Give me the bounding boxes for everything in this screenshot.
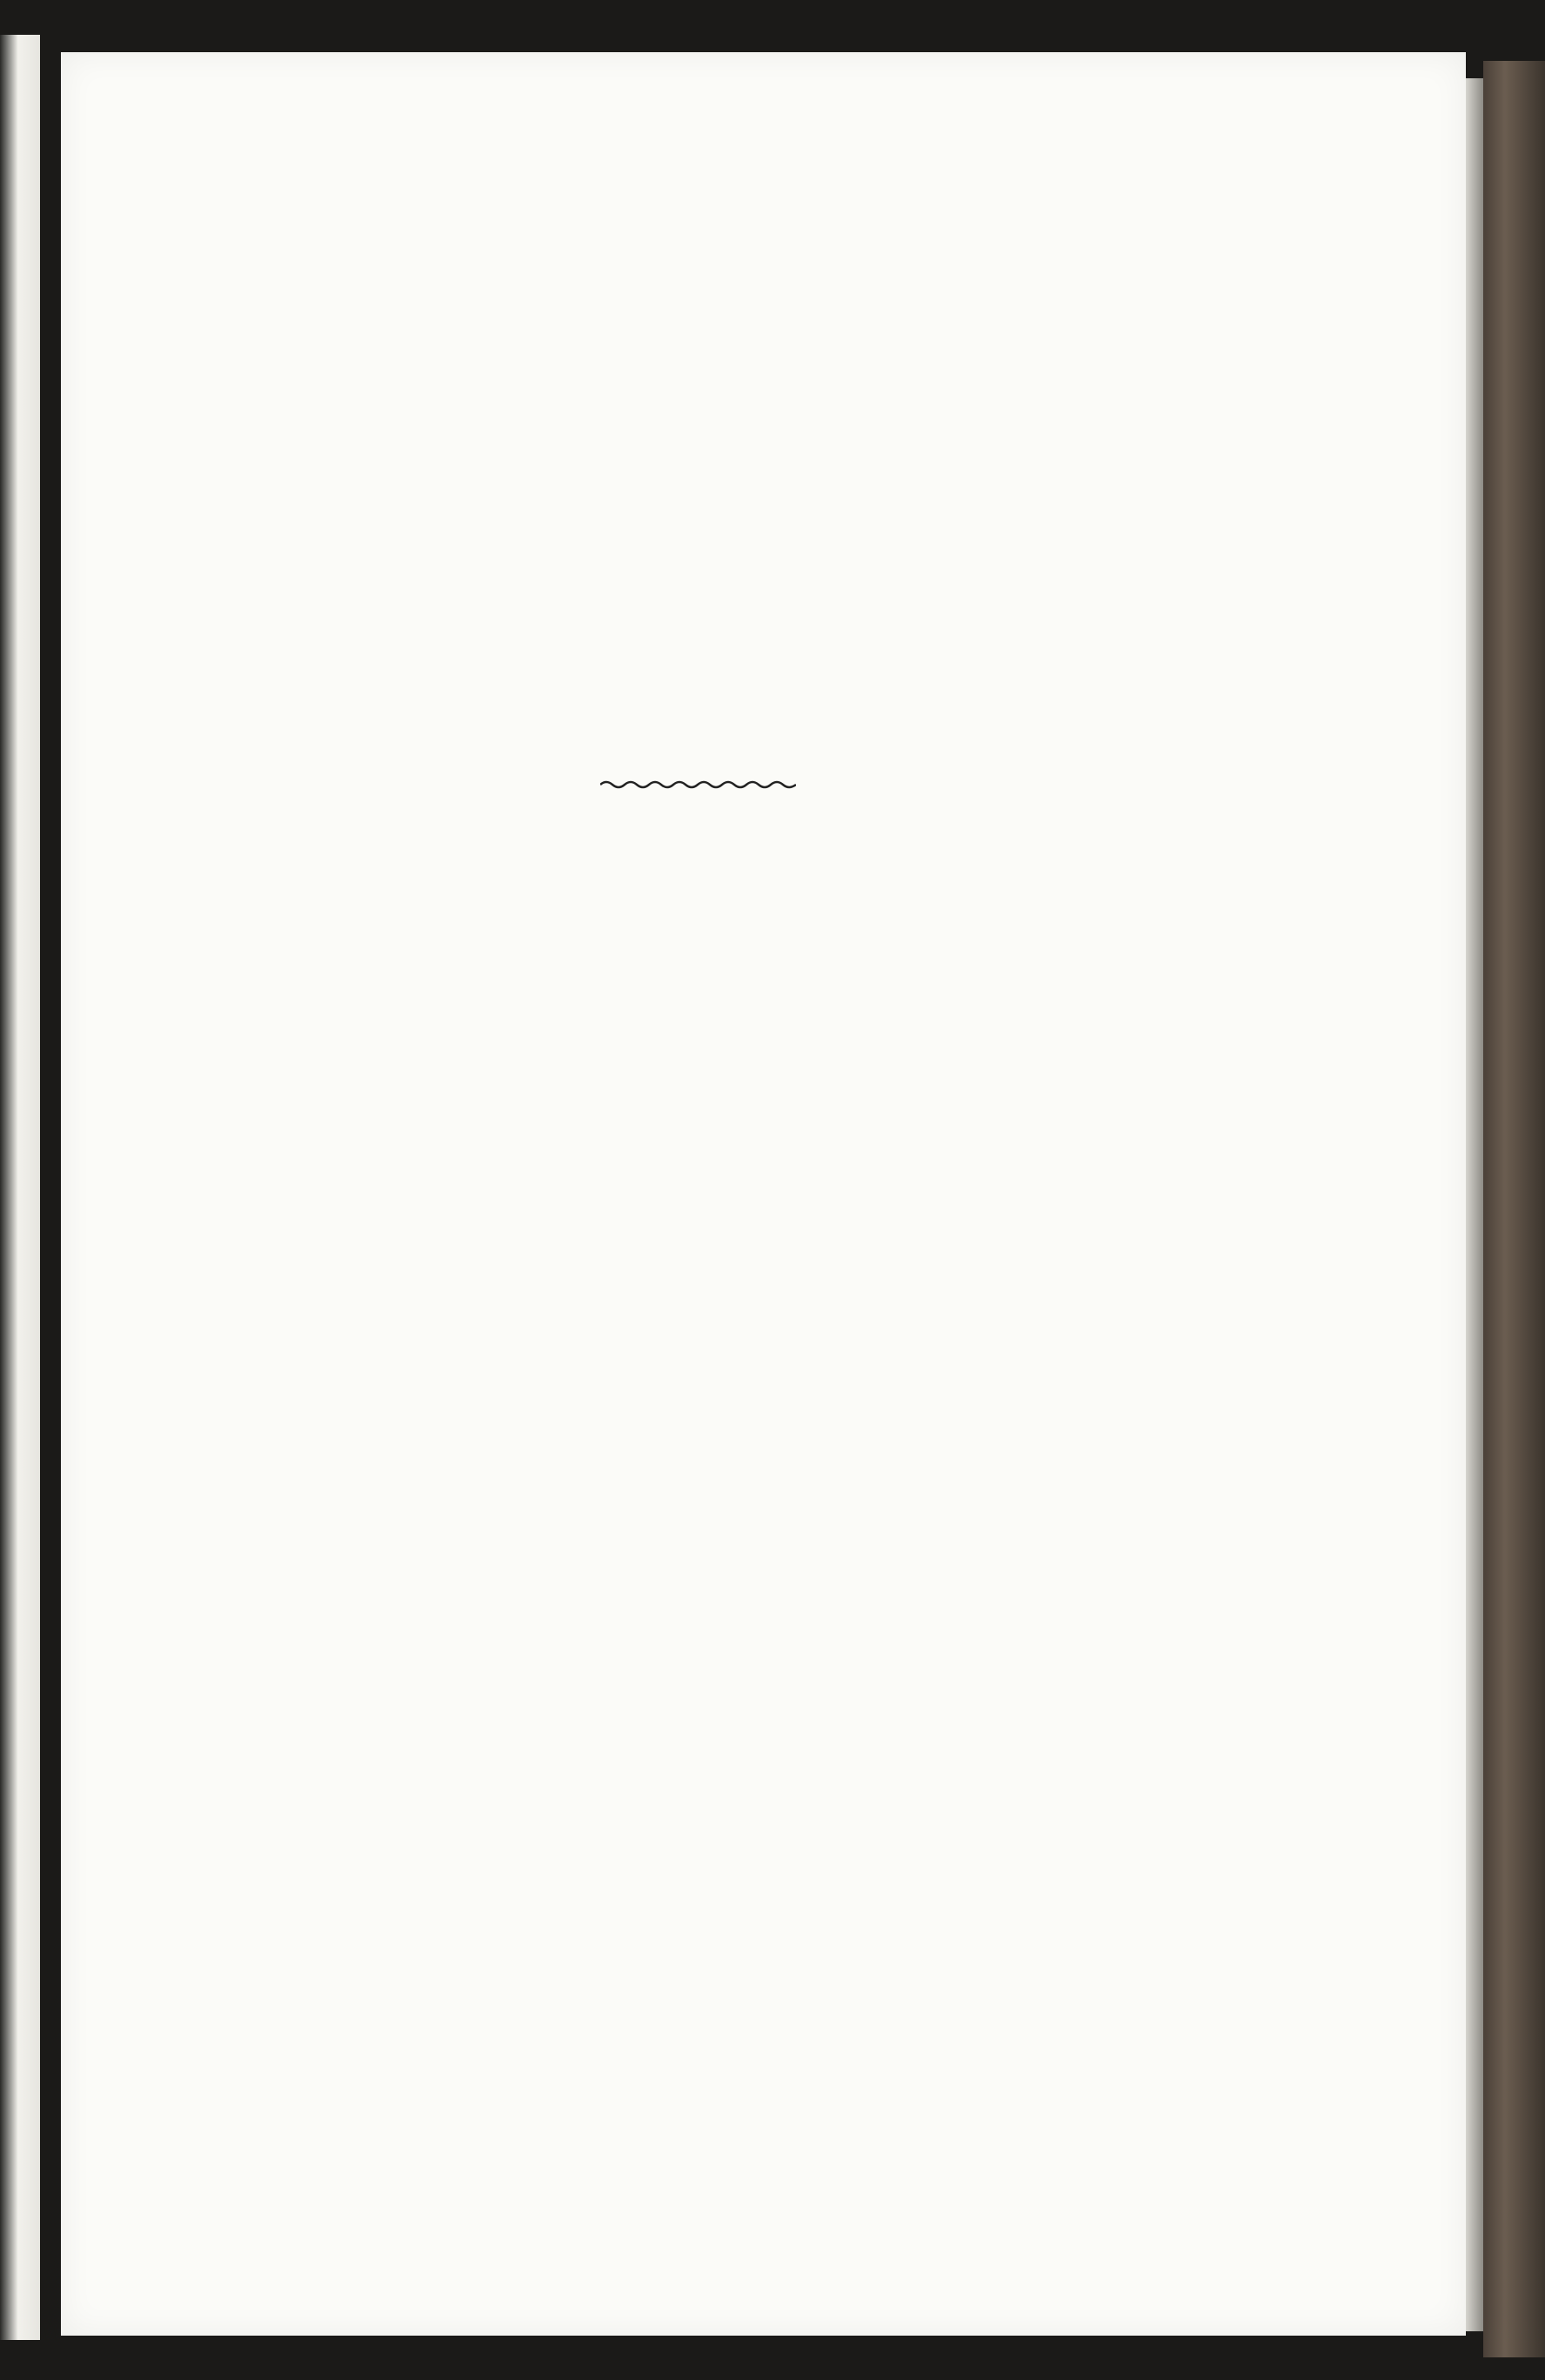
book-spine bbox=[1483, 61, 1545, 2357]
wavy-rule bbox=[600, 779, 796, 791]
book-page bbox=[61, 52, 1466, 2336]
previous-page-edge bbox=[0, 35, 40, 2340]
page-stack-edge bbox=[1466, 78, 1483, 2331]
